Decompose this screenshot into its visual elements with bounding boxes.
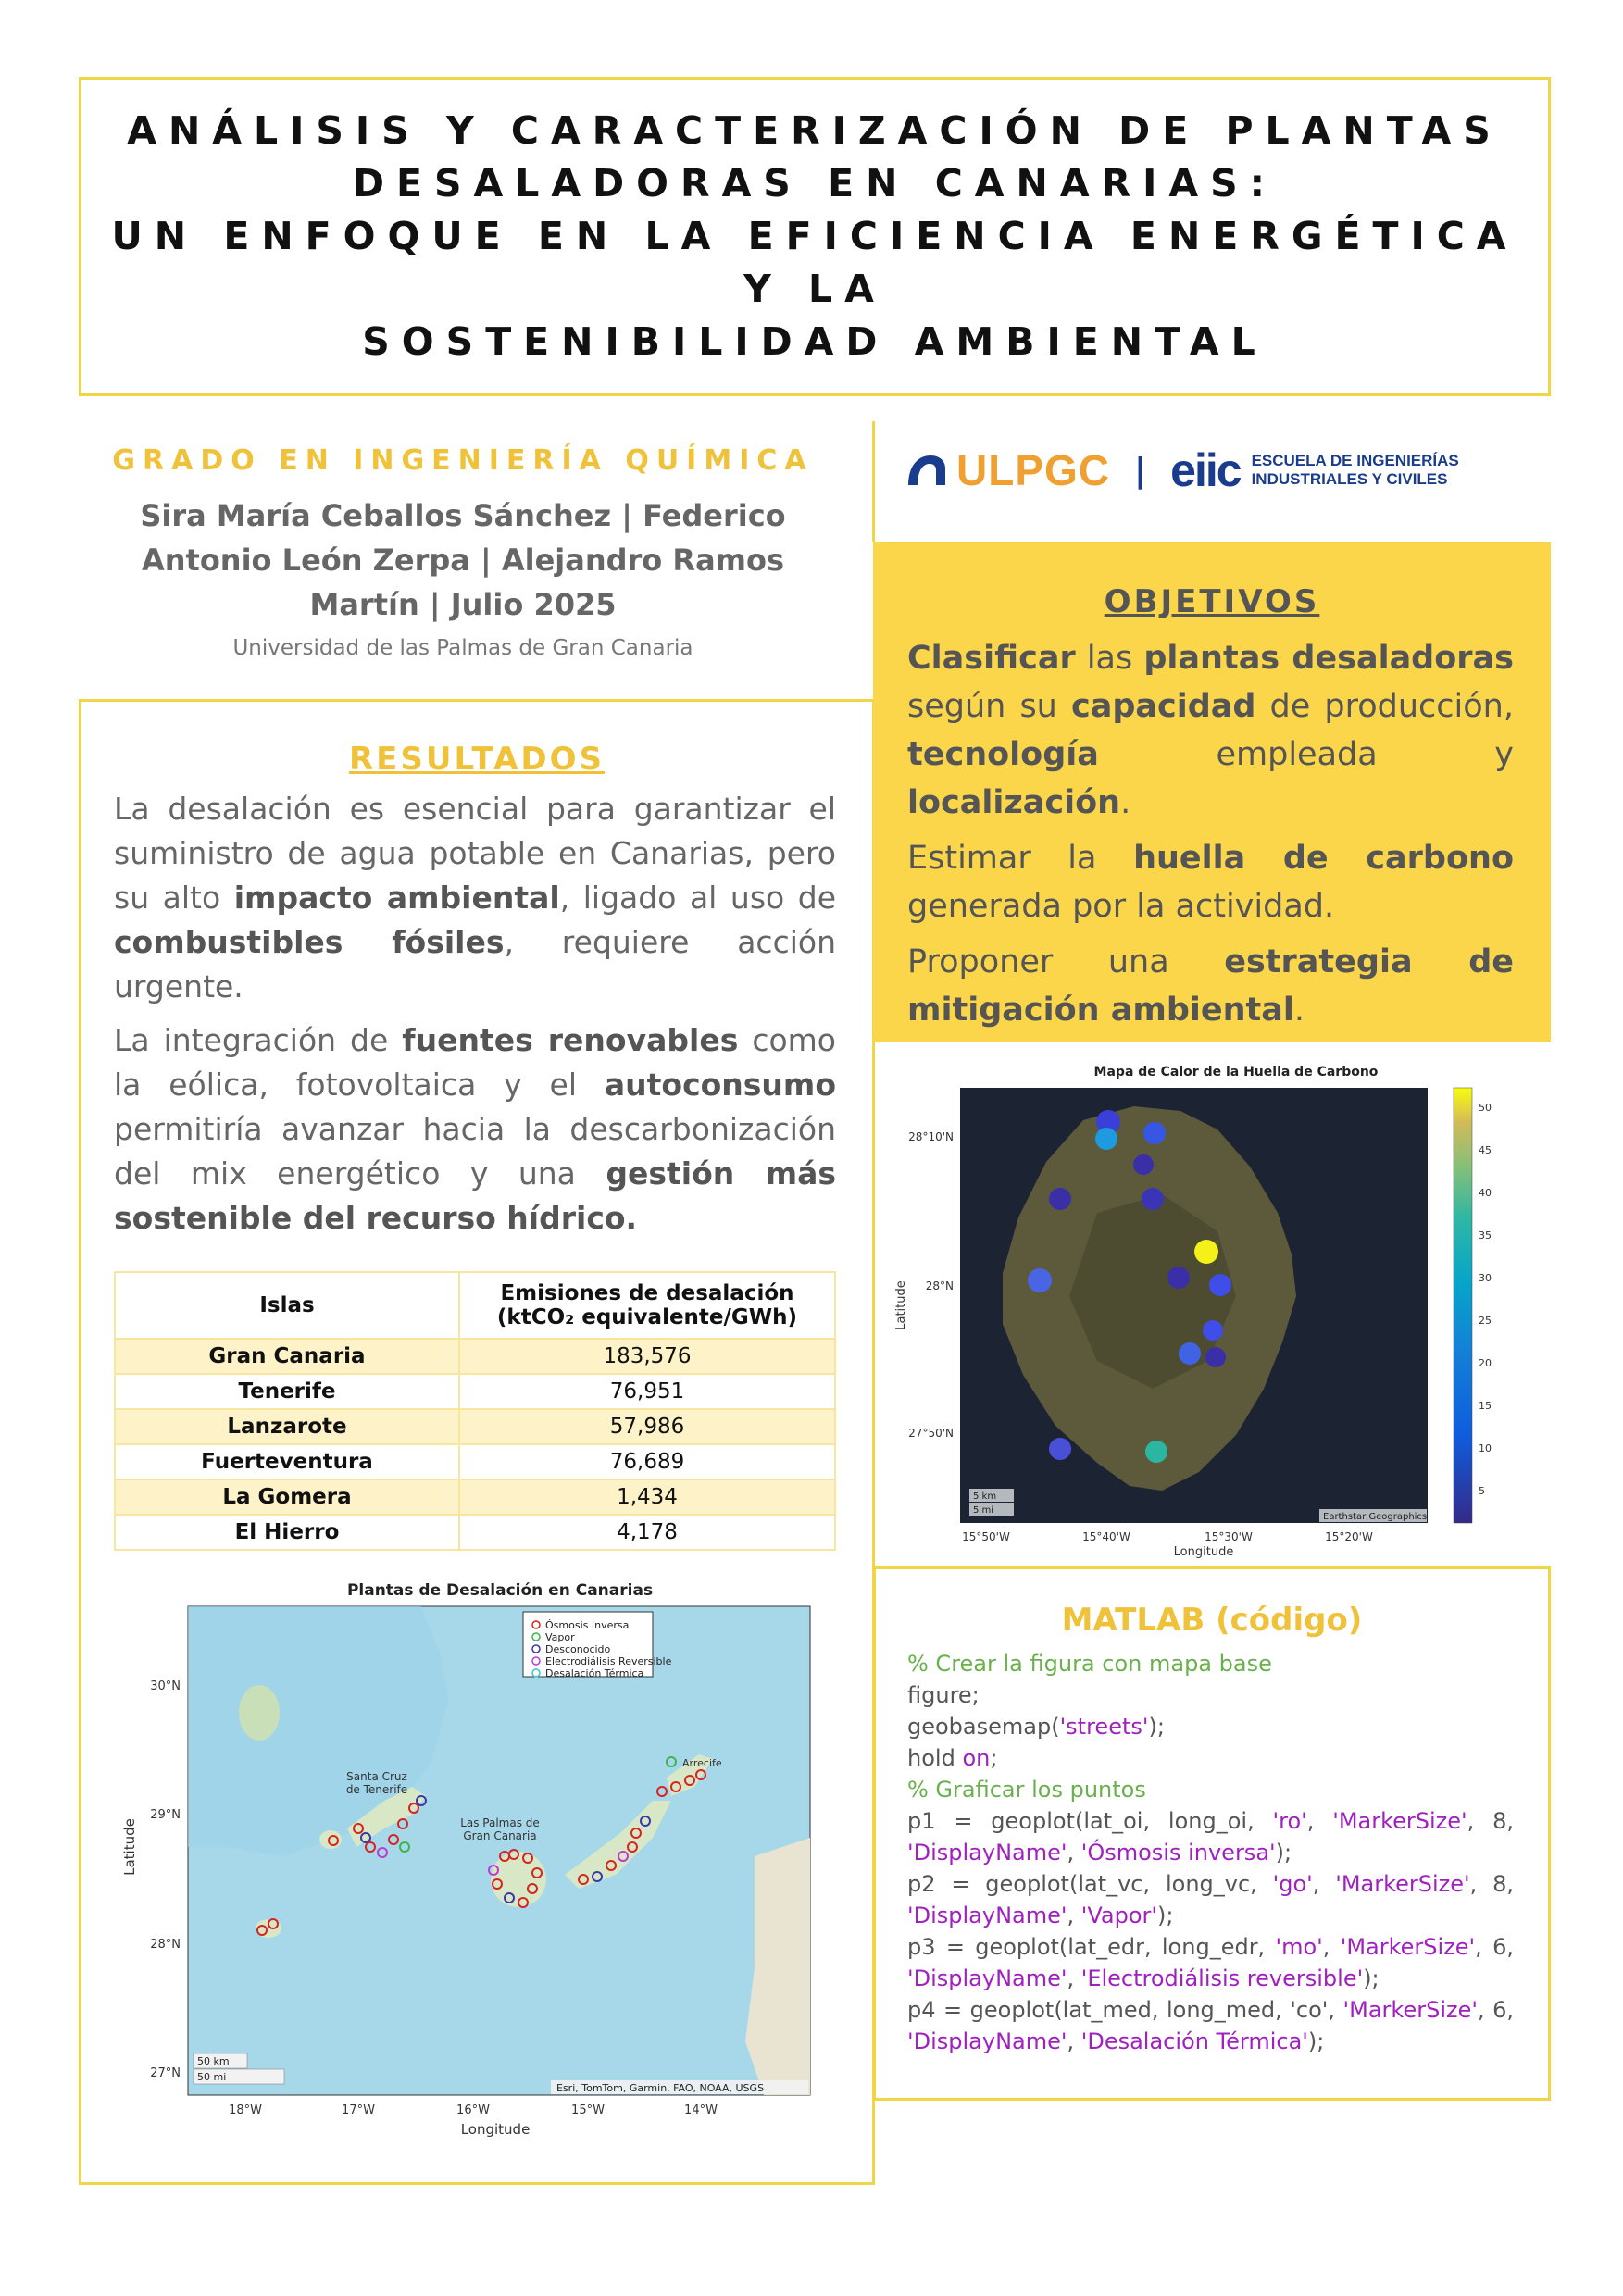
heatmap-xlabel: Longitude: [1173, 1545, 1234, 1559]
table-row: [115, 1515, 835, 1550]
title-line-3: UN ENFOQUE EN LA EFICIENCIA ENERGÉTICA Y LA: [111, 214, 1518, 311]
cell-isla: Lanzarote: [115, 1409, 459, 1444]
colorbar-tick: 15: [1479, 1400, 1492, 1412]
legend-label: Ósmosis Inversa: [545, 1619, 630, 1631]
heatmap-ytick: 28°10'N: [908, 1130, 954, 1143]
africa-coast: [745, 1838, 810, 2095]
place-label: Gran Canaria: [463, 1829, 537, 1842]
objective-3: Proponer una estrategia de mitigación ambiental.: [907, 943, 1515, 1029]
plants-attribution: Esri, TomTom, Garmin, FAO, NOAA, USGS: [556, 2082, 765, 2094]
table-row: [115, 1444, 835, 1479]
plants-xtick: 15°W: [571, 2103, 605, 2117]
cell-isla: Gran Canaria: [115, 1339, 459, 1374]
la-palma-island: [239, 1685, 280, 1741]
cell-isla: Tenerife: [115, 1374, 459, 1409]
place-label: de Tenerife: [345, 1783, 408, 1796]
heatmap-scale-km: 5 km: [973, 1491, 997, 1502]
plants-ytick: 27°N: [150, 2066, 181, 2080]
plants-xtick: 16°W: [456, 2103, 490, 2117]
heatmap-x-ticks: [962, 1530, 1373, 1543]
objective-1: Clasificar las plantas desaladoras según su capacidad de producción, tecnología empleada y localización.: [907, 640, 1514, 821]
cell-valor: 76,689: [459, 1444, 835, 1479]
heatmap-xtick: 15°50'W: [962, 1530, 1010, 1543]
code-line: p3 = geoplot(lat_edr, long_edr, 'mo', 'MarkerSize', 6, 'DisplayName', 'Electrodiálisis reversible');: [907, 1934, 1515, 1991]
heatmap-xtick: 15°20'W: [1325, 1530, 1373, 1543]
colorbar-tick: 45: [1479, 1144, 1492, 1156]
degree-label: GRADO EN INGENIERÍA QUÍMICA: [112, 444, 814, 477]
cell-isla: Fuerteventura: [115, 1444, 459, 1479]
code-line: p4 = geoplot(lat_med, long_med, 'co', 'MarkerSize', 6, 'DisplayName', 'Desalación Térmica');: [907, 1997, 1514, 2054]
code-line: geobasemap('streets');: [907, 1714, 1165, 1740]
table-header-row: [115, 1272, 835, 1339]
colorbar-tick: 50: [1479, 1102, 1492, 1114]
results-text: [114, 787, 836, 1250]
legend-label: Desconocido: [545, 1643, 611, 1655]
colorbar-ticks: [1479, 1102, 1492, 1497]
heatmap-scale-mi: 5 mi: [973, 1505, 994, 1516]
colorbar-tick: 10: [1479, 1442, 1492, 1454]
code-line: p1 = geoplot(lat_oi, long_oi, 'ro', 'MarkerSize', 8, 'DisplayName', 'Ósmosis inversa');: [907, 1808, 1514, 1866]
cell-valor: 4,178: [459, 1515, 835, 1550]
table-row: [115, 1409, 835, 1444]
colorbar-tick: 35: [1479, 1229, 1492, 1242]
results-heading: RESULTADOS: [348, 741, 606, 778]
author-block: [83, 444, 843, 660]
colorbar-tick: 30: [1479, 1272, 1492, 1284]
results-paragraph-1: La desalación es esencial para garantizar el suministro de agua potable en Canarias, pero su alto impacto ambiental, ligado al uso de combustibles fósiles, requiere acción urgente.: [114, 791, 837, 1004]
objectives-heading-wrap: [873, 583, 1551, 620]
code-line: % Graficar los puntos: [907, 1777, 1146, 1803]
results-paragraph-2: La integración de fuentes renovables como la eólica, fotovoltaica y el autoconsumo permitiría avanzar hacia la descarbonización del mix energético y una gestión más sostenible del recurso hídrico.: [114, 1022, 836, 1236]
university-name: Universidad de las Palmas de Gran Canaria: [232, 636, 693, 660]
column-header-islas: Islas: [115, 1272, 459, 1339]
logo-separator: |: [1134, 451, 1147, 490]
heatmap-attribution: Earthstar Geographics: [1323, 1512, 1428, 1522]
eiic-line-2: INDUSTRIALES Y CIVILES: [1251, 470, 1448, 488]
column-header-emisiones: Emisiones de desalación (ktCO₂ equivalente/GWh): [459, 1272, 835, 1339]
plants-scale-mi: 50 mi: [197, 2071, 227, 2083]
objectives-heading: OBJETIVOS: [1104, 583, 1320, 620]
plants-map: [116, 1578, 819, 2152]
place-label: Las Palmas de: [460, 1816, 540, 1829]
poster-title: [81, 105, 1548, 368]
legend-label: Electrodiálisis Reversible: [545, 1655, 672, 1667]
heatmap-xtick: 15°40'W: [1082, 1530, 1130, 1543]
plants-ytick: 30°N: [150, 1679, 181, 1693]
heatmap-xtick: 15°30'W: [1205, 1530, 1253, 1543]
heatmap-ytick: 28°N: [925, 1279, 954, 1292]
table-row: [115, 1479, 835, 1515]
code-line: p2 = geoplot(lat_vc, long_vc, 'go', 'MarkerSize', 8, 'DisplayName', 'Vapor');: [907, 1871, 1514, 1928]
code-line: figure;: [907, 1682, 980, 1708]
heatmap-title: Mapa de Calor de la Huella de Carbono: [1093, 1065, 1379, 1079]
title-box: [79, 77, 1551, 396]
heatmap-ylabel: Latitude: [894, 1280, 908, 1330]
plants-x-ticks: [229, 2103, 718, 2117]
heatmap-ytick: 27°50'N: [908, 1427, 954, 1440]
place-label: Arrecife: [682, 1757, 722, 1769]
table-row: [115, 1339, 835, 1374]
heatmap-y-ticks: [908, 1130, 954, 1440]
objectives-text: [907, 634, 1514, 1042]
plants-y-ticks: [150, 1679, 181, 2080]
colorbar-tick: 25: [1479, 1315, 1492, 1327]
plants-ytick: 29°N: [150, 1808, 181, 1822]
ulpgc-logo-icon: [903, 448, 949, 493]
colorbar-tick: 40: [1479, 1187, 1492, 1199]
cell-isla: El Hierro: [115, 1515, 459, 1550]
matlab-code: [907, 1648, 1514, 2057]
eiic-line-1: ESCUELA DE INGENIERÍAS: [1251, 452, 1459, 469]
carbon-heatmap: [884, 1055, 1495, 1560]
cell-valor: 183,576: [459, 1339, 835, 1374]
legend-label: Desalación Térmica: [545, 1667, 644, 1679]
place-label: Santa Cruz: [346, 1770, 407, 1783]
ulpgc-logo-text: ULPGC: [956, 446, 1110, 494]
colorbar-tick: 20: [1479, 1357, 1492, 1369]
plants-xtick: 18°W: [229, 2103, 262, 2117]
cell-isla: La Gomera: [115, 1479, 459, 1515]
objective-2: Estimar la huella de carbono generada por la actividad.: [907, 840, 1514, 925]
legend-label: Vapor: [545, 1631, 575, 1643]
plants-xlabel: Longitude: [460, 2121, 531, 2138]
plants-ylabel: Latitude: [121, 1818, 138, 1876]
divider-line: [872, 421, 875, 542]
title-line-2: DESALADORAS EN CANARIAS:: [352, 161, 1278, 206]
table-row: [115, 1374, 835, 1409]
cell-valor: 57,986: [459, 1409, 835, 1444]
logo-strip: [903, 443, 1551, 498]
cell-valor: 1,434: [459, 1479, 835, 1515]
code-line: % Crear la figura con mapa base: [907, 1651, 1272, 1677]
eiic-logo-text: [1252, 452, 1459, 489]
plants-scale-km: 50 km: [197, 2055, 230, 2067]
cell-valor: 76,951: [459, 1374, 835, 1409]
emissions-table: [114, 1271, 836, 1551]
title-line-4: SOSTENIBILIDAD AMBIENTAL: [362, 319, 1267, 364]
plants-ytick: 28°N: [150, 1938, 181, 1952]
plants-xtick: 17°W: [342, 2103, 375, 2117]
plants-xtick: 14°W: [684, 2103, 718, 2117]
eiic-logo-icon: eiic: [1170, 444, 1241, 496]
author-names: Sira María Ceballos Sánchez | Federico Antonio León Zerpa | Alejandro Ramos Martín | Julio 2025: [140, 498, 786, 622]
code-line: hold on;: [907, 1745, 998, 1771]
heatmap-colorbar: [1454, 1088, 1472, 1523]
plants-map-title: Plantas de Desalación en Canarias: [346, 1581, 654, 1600]
title-line-1: ANÁLISIS Y CARACTERIZACIÓN DE PLANTAS: [127, 108, 1503, 153]
colorbar-tick: 5: [1479, 1485, 1485, 1497]
matlab-heading: MATLAB (código): [1061, 1602, 1363, 1639]
